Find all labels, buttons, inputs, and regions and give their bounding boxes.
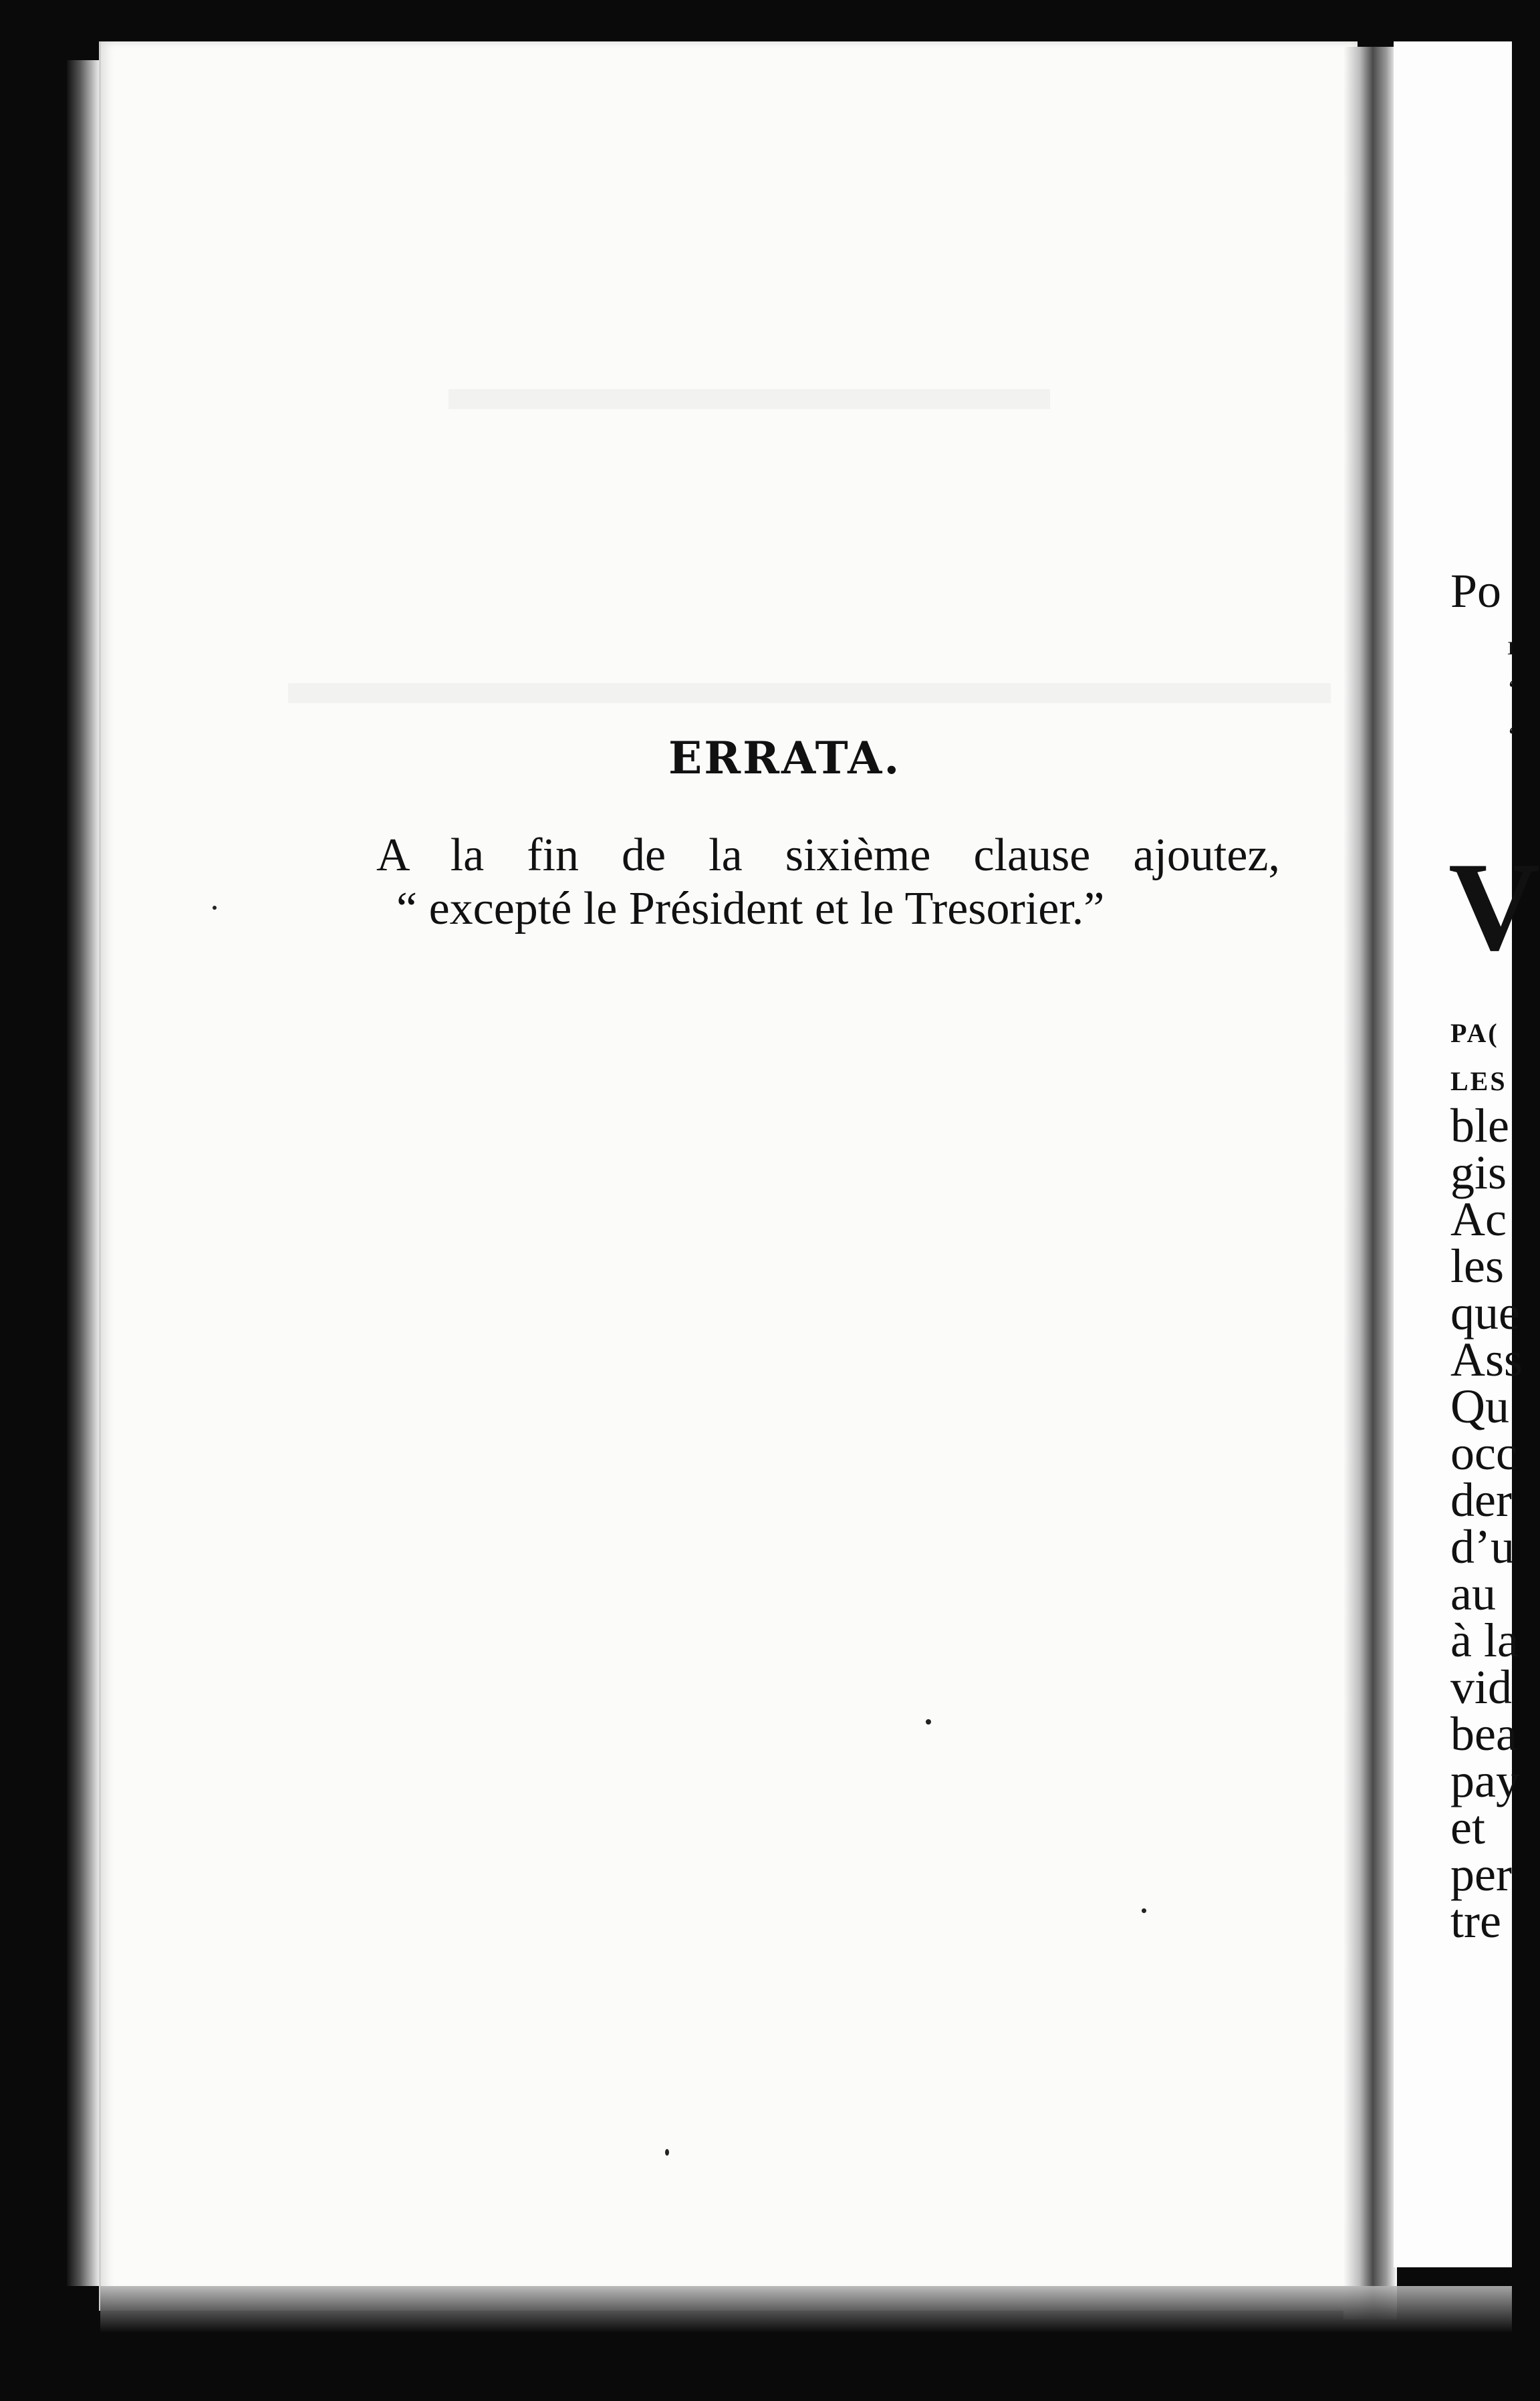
right-heading-fragment: Po (1450, 564, 1502, 618)
drop-cap: V (1448, 837, 1540, 977)
body-line-fragment: au (1450, 1567, 1496, 1620)
bleed-through-line (288, 683, 1331, 703)
body-line-fragment: et (1450, 1801, 1485, 1854)
body-line-fragment: Ac (1450, 1192, 1507, 1246)
smallcaps-line: PA( (1450, 1018, 1499, 1048)
bottom-edge-shadow (100, 2286, 1512, 2333)
body-line-fragment: que (1450, 1286, 1520, 1340)
body-line-fragment: à la (1450, 1614, 1519, 1667)
body-line-fragment: Qu (1450, 1380, 1509, 1433)
ink-speck (665, 2149, 669, 2156)
body-line-fragment: occ (1450, 1426, 1517, 1480)
body-line-fragment: pay (1450, 1754, 1520, 1807)
body-line-fragment: d’u (1450, 1520, 1515, 1573)
errata-title: ERRATA. (668, 732, 902, 784)
right-mark: ‘ (1507, 674, 1517, 704)
left-page (99, 41, 1358, 2311)
smallcaps-line: LES (1450, 1066, 1507, 1096)
body-line-fragment: der (1450, 1473, 1512, 1527)
body-line-fragment: Ass (1450, 1333, 1523, 1386)
body-line-fragment: vid (1450, 1660, 1513, 1714)
right-page-fragment (1394, 41, 1540, 2267)
body-line-fragment: les (1450, 1239, 1504, 1293)
body-line-fragment: per (1450, 1848, 1512, 1901)
right-mark: ı (1507, 630, 1515, 660)
bleed-through-line (448, 389, 1050, 409)
errata-line-1: A la fin de la sixième clause ajoutez, (376, 830, 1280, 881)
ink-speck (926, 1719, 931, 1725)
body-line-fragment: bea (1450, 1707, 1517, 1761)
ink-speck (1142, 1908, 1146, 1913)
right-mark: ‘ (1507, 721, 1517, 751)
book-gutter (1343, 47, 1397, 2319)
body-line-fragment: gis (1450, 1146, 1507, 1199)
body-line-fragment: tre (1450, 1894, 1501, 1948)
errata-line-2: “ excepté le Président et le Tresorier.” (396, 883, 1105, 934)
left-page-edge-shadow (67, 60, 99, 2286)
body-line-fragment: ble (1450, 1099, 1509, 1152)
ink-speck (213, 906, 217, 910)
